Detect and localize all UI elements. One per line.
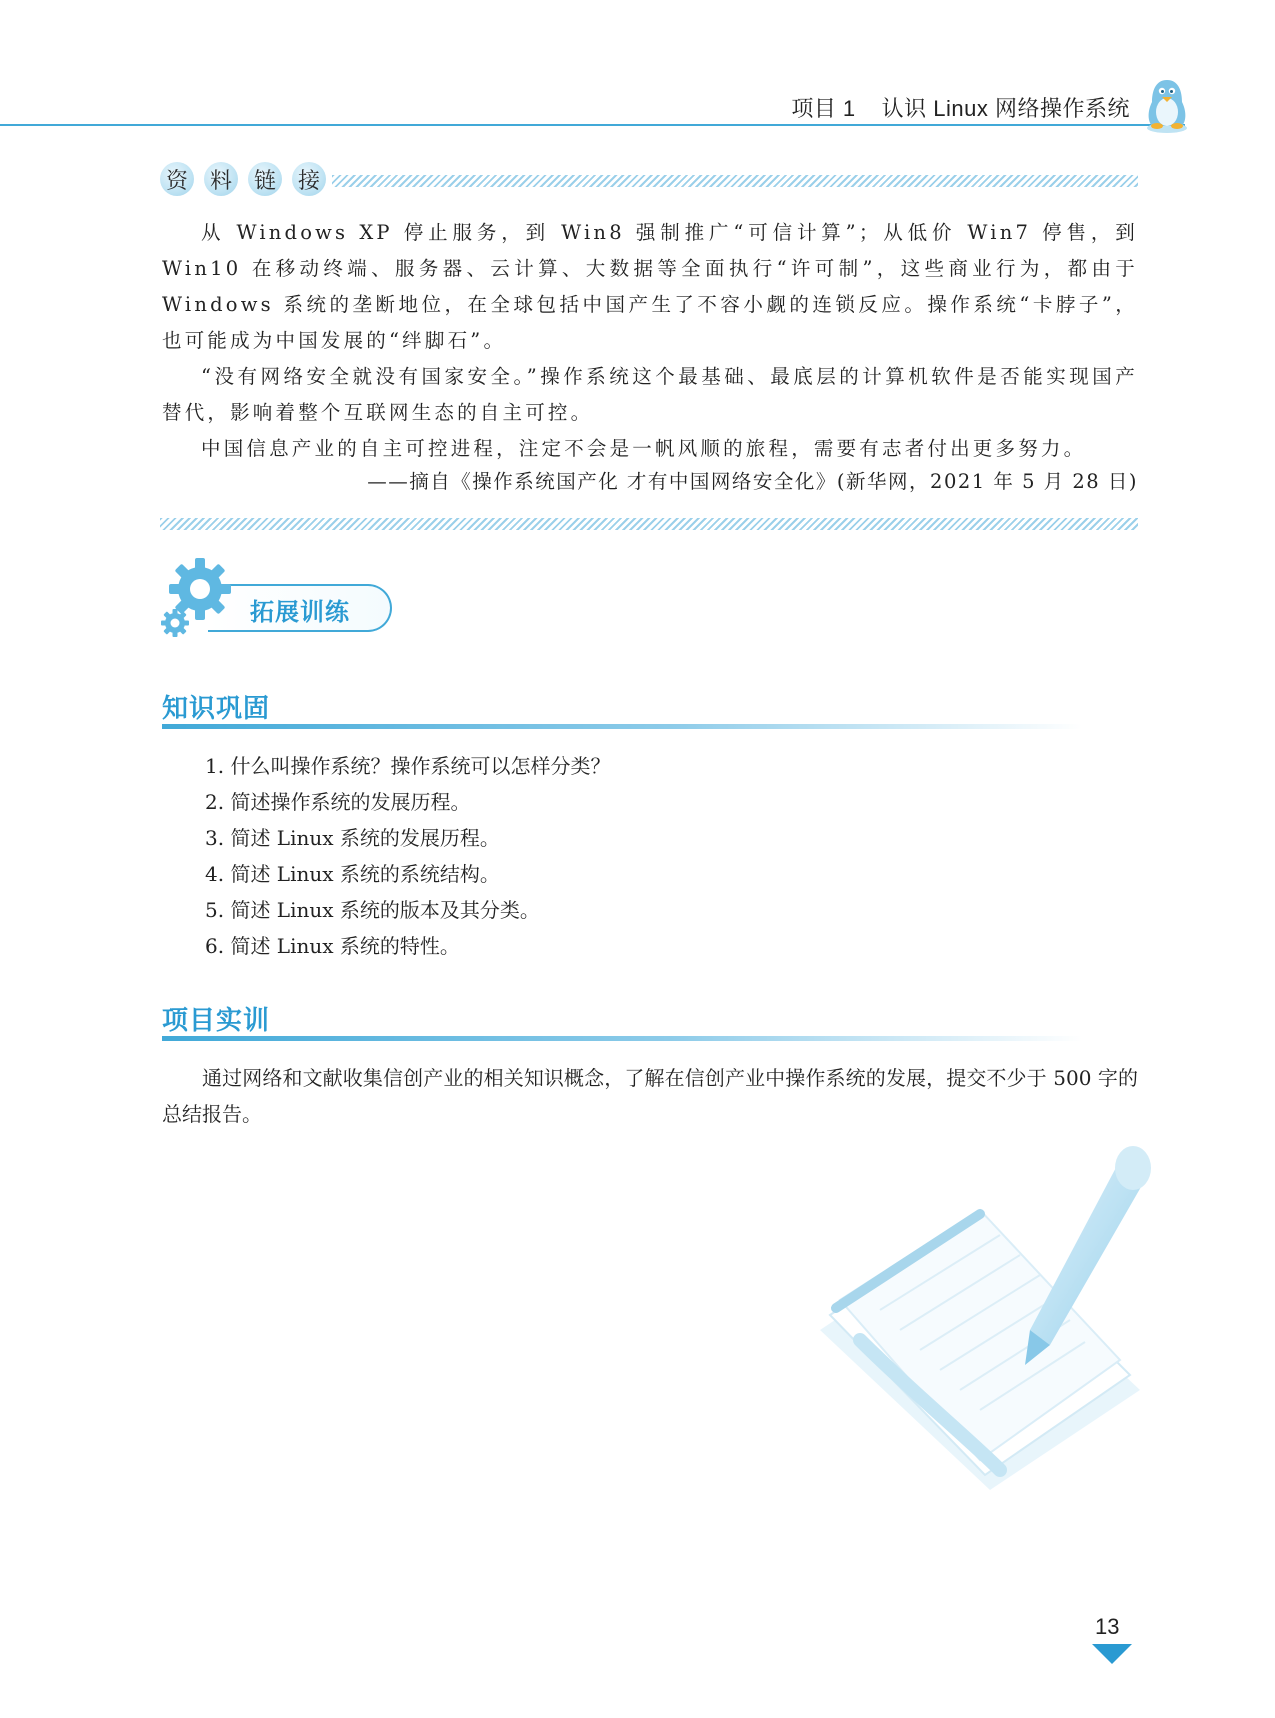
question-list (205, 748, 610, 964)
badge: 接 (292, 162, 326, 196)
hatch-divider-top (332, 175, 1138, 187)
header-rule (0, 124, 1185, 126)
list-item: 4. 简述 Linux 系统的系统结构。 (205, 862, 500, 886)
section-title-knowledge: 知识巩固 (162, 693, 271, 723)
training-banner-label: 拓展训练 (250, 599, 350, 626)
running-header (791, 92, 1130, 123)
paragraph: 通过网络和文献收集信创产业的相关知识概念，了解在信创产业中操作系统的发展，提交不少于 500 字的总结报告。 (162, 1066, 1138, 1126)
section-title-project: 项目实训 (162, 1005, 271, 1035)
list-item: 5. 简述 Linux 系统的版本及其分类。 (205, 898, 540, 922)
page-marker-triangle (1092, 1644, 1132, 1664)
paragraph: 从 Windows XP 停止服务，到 Win8 强制推广“可信计算”；从低价 Win7 停售，到 Win10 在移动终端、服务器、云计算、大数据等全面执行“许可制”，这些商业行为，都由于 Windows 系统的垄断地位，在全球包括中国产生了不容小觑的连锁反应。操作系统“卡脖子”，也可能成为中国发展的“绊脚石”。 (162, 221, 1138, 352)
list-item: 2. 简述操作系统的发展历程。 (205, 790, 471, 814)
page-number: 13 (1095, 1614, 1120, 1639)
notepad-pen-illustration (800, 1140, 1160, 1500)
badge: 链 (248, 162, 282, 196)
source-citation: ——摘自《操作系统国产化 才有中国网络安全化》(新华网，2021 年 5 月 28 日) (367, 470, 1138, 493)
small-gear-icon (160, 608, 190, 638)
penguin-icon (1142, 74, 1192, 134)
badge: 资 (160, 162, 194, 196)
list-item: 6. 简述 Linux 系统的特性。 (205, 934, 460, 958)
list-item: 3. 简述 Linux 系统的发展历程。 (205, 826, 500, 850)
section-rule (162, 1036, 1082, 1041)
hatch-divider-bottom (160, 518, 1138, 530)
header-chapter: 项目 1 (791, 96, 856, 121)
header-title: 认识 Linux 网络操作系统 (881, 96, 1130, 121)
badge: 料 (204, 162, 238, 196)
paragraph: “没有网络安全就没有国家安全。”操作系统这个最基础、最底层的计算机软件是否能实现国产替代，影响着整个互联网生态的自主可控。 (162, 365, 1138, 424)
resource-link-text (162, 215, 1138, 467)
list-item: 1. 什么叫操作系统？操作系统可以怎样分类？ (205, 754, 611, 778)
section-rule (162, 724, 1082, 729)
project-task (162, 1060, 1138, 1132)
resource-link-badges (160, 162, 326, 196)
paragraph: 中国信息产业的自主可控进程，注定不会是一帆风顺的旅程，需要有志者付出更多努力。 (201, 437, 1087, 460)
